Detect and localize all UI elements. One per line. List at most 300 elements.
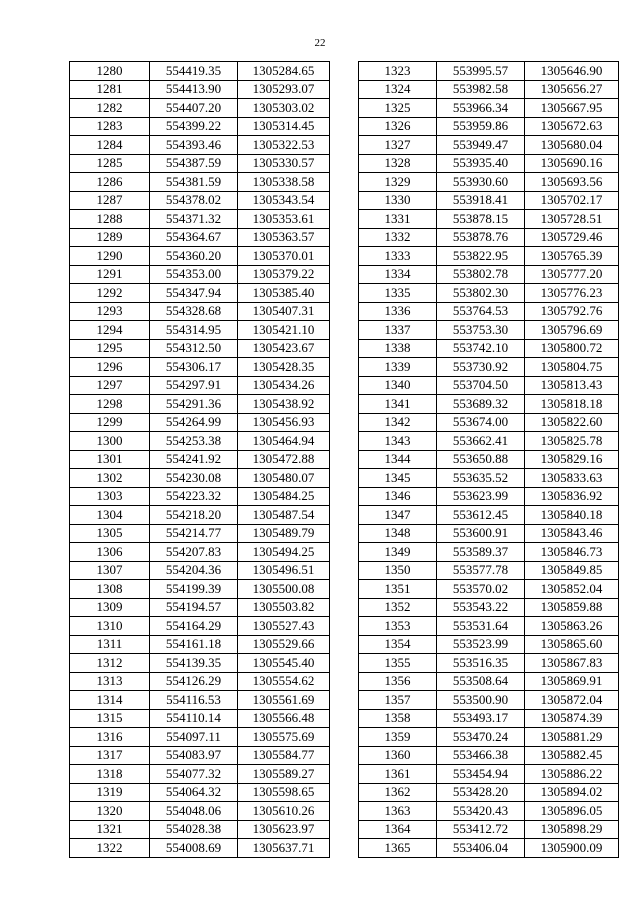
table-row <box>70 173 330 192</box>
x-coordinate-cell: 553635.52 <box>437 469 525 488</box>
table-row <box>70 376 330 395</box>
table-row <box>70 635 330 654</box>
table-row <box>70 339 330 358</box>
point-number-cell: 1308 <box>70 580 150 599</box>
table-row <box>70 672 330 691</box>
y-coordinate-cell: 1305872.04 <box>525 691 619 710</box>
x-coordinate-cell: 553674.00 <box>437 413 525 432</box>
y-coordinate-cell: 1305610.26 <box>238 802 330 821</box>
y-coordinate-cell: 1305489.79 <box>238 524 330 543</box>
table-row <box>70 728 330 747</box>
coordinates-table-left <box>69 61 330 858</box>
y-coordinate-cell: 1305480.07 <box>238 469 330 488</box>
point-number-cell: 1300 <box>70 432 150 451</box>
y-coordinate-cell: 1305900.09 <box>525 839 619 858</box>
point-number-cell: 1338 <box>359 339 437 358</box>
x-coordinate-cell: 554314.95 <box>150 321 238 340</box>
point-number-cell: 1335 <box>359 284 437 303</box>
table-row <box>359 339 619 358</box>
point-number-cell: 1321 <box>70 820 150 839</box>
x-coordinate-cell: 554161.18 <box>150 635 238 654</box>
table-row <box>359 487 619 506</box>
x-coordinate-cell: 554407.20 <box>150 99 238 118</box>
y-coordinate-cell: 1305829.16 <box>525 450 619 469</box>
table-row <box>359 543 619 562</box>
x-coordinate-cell: 554347.94 <box>150 284 238 303</box>
x-coordinate-cell: 553470.24 <box>437 728 525 747</box>
table-row <box>359 247 619 266</box>
point-number-cell: 1347 <box>359 506 437 525</box>
y-coordinate-cell: 1305672.63 <box>525 117 619 136</box>
x-coordinate-cell: 554399.22 <box>150 117 238 136</box>
table-row <box>359 672 619 691</box>
y-coordinate-cell: 1305818.18 <box>525 395 619 414</box>
y-coordinate-cell: 1305343.54 <box>238 191 330 210</box>
y-coordinate-cell: 1305776.23 <box>525 284 619 303</box>
table-row <box>359 265 619 284</box>
table-row <box>70 247 330 266</box>
y-coordinate-cell: 1305330.57 <box>238 154 330 173</box>
table-row <box>359 284 619 303</box>
y-coordinate-cell: 1305680.04 <box>525 136 619 155</box>
point-number-cell: 1364 <box>359 820 437 839</box>
point-number-cell: 1283 <box>70 117 150 136</box>
y-coordinate-cell: 1305667.95 <box>525 99 619 118</box>
y-coordinate-cell: 1305434.26 <box>238 376 330 395</box>
point-number-cell: 1318 <box>70 765 150 784</box>
point-number-cell: 1288 <box>70 210 150 229</box>
point-number-cell: 1301 <box>70 450 150 469</box>
table-row <box>70 765 330 784</box>
point-number-cell: 1329 <box>359 173 437 192</box>
y-coordinate-cell: 1305561.69 <box>238 691 330 710</box>
point-number-cell: 1348 <box>359 524 437 543</box>
y-coordinate-cell: 1305545.40 <box>238 654 330 673</box>
point-number-cell: 1323 <box>359 62 437 81</box>
x-coordinate-cell: 553704.50 <box>437 376 525 395</box>
y-coordinate-cell: 1305656.27 <box>525 80 619 99</box>
table-row <box>359 691 619 710</box>
y-coordinate-cell: 1305623.97 <box>238 820 330 839</box>
x-coordinate-cell: 554360.20 <box>150 247 238 266</box>
x-coordinate-cell: 553918.41 <box>437 191 525 210</box>
table-row <box>359 62 619 81</box>
y-coordinate-cell: 1305693.56 <box>525 173 619 192</box>
point-number-cell: 1314 <box>70 691 150 710</box>
y-coordinate-cell: 1305874.39 <box>525 709 619 728</box>
x-coordinate-cell: 553878.76 <box>437 228 525 247</box>
point-number-cell: 1340 <box>359 376 437 395</box>
table-row <box>359 80 619 99</box>
x-coordinate-cell: 554214.77 <box>150 524 238 543</box>
y-coordinate-cell: 1305869.91 <box>525 672 619 691</box>
table-row <box>359 210 619 229</box>
x-coordinate-cell: 554008.69 <box>150 839 238 858</box>
y-coordinate-cell: 1305500.08 <box>238 580 330 599</box>
x-coordinate-cell: 553508.64 <box>437 672 525 691</box>
y-coordinate-cell: 1305882.45 <box>525 746 619 765</box>
point-number-cell: 1280 <box>70 62 150 81</box>
table-row <box>70 839 330 858</box>
y-coordinate-cell: 1305284.65 <box>238 62 330 81</box>
x-coordinate-cell: 554291.36 <box>150 395 238 414</box>
table-row <box>359 635 619 654</box>
point-number-cell: 1298 <box>70 395 150 414</box>
y-coordinate-cell: 1305836.92 <box>525 487 619 506</box>
x-coordinate-cell: 553570.02 <box>437 580 525 599</box>
table-row <box>359 598 619 617</box>
point-number-cell: 1289 <box>70 228 150 247</box>
table-row <box>70 524 330 543</box>
table-row <box>359 839 619 858</box>
table-row <box>70 210 330 229</box>
point-number-cell: 1360 <box>359 746 437 765</box>
point-number-cell: 1339 <box>359 358 437 377</box>
x-coordinate-cell: 554253.38 <box>150 432 238 451</box>
y-coordinate-cell: 1305598.65 <box>238 783 330 802</box>
table-row <box>70 395 330 414</box>
x-coordinate-cell: 554241.92 <box>150 450 238 469</box>
table-row <box>70 691 330 710</box>
y-coordinate-cell: 1305322.53 <box>238 136 330 155</box>
table-row <box>359 376 619 395</box>
y-coordinate-cell: 1305646.90 <box>525 62 619 81</box>
x-coordinate-cell: 553466.38 <box>437 746 525 765</box>
table-row <box>70 450 330 469</box>
table-row <box>70 802 330 821</box>
point-number-cell: 1355 <box>359 654 437 673</box>
y-coordinate-cell: 1305833.63 <box>525 469 619 488</box>
y-coordinate-cell: 1305423.67 <box>238 339 330 358</box>
point-number-cell: 1313 <box>70 672 150 691</box>
table-row <box>70 302 330 321</box>
y-coordinate-cell: 1305370.01 <box>238 247 330 266</box>
x-coordinate-cell: 554381.59 <box>150 173 238 192</box>
y-coordinate-cell: 1305494.25 <box>238 543 330 562</box>
coordinates-table-left-body <box>70 62 330 858</box>
table-row <box>359 154 619 173</box>
y-coordinate-cell: 1305472.88 <box>238 450 330 469</box>
y-coordinate-cell: 1305867.83 <box>525 654 619 673</box>
x-coordinate-cell: 554097.11 <box>150 728 238 747</box>
table-row <box>359 524 619 543</box>
x-coordinate-cell: 554419.35 <box>150 62 238 81</box>
x-coordinate-cell: 553420.43 <box>437 802 525 821</box>
x-coordinate-cell: 554230.08 <box>150 469 238 488</box>
point-number-cell: 1341 <box>359 395 437 414</box>
point-number-cell: 1307 <box>70 561 150 580</box>
table-row <box>359 654 619 673</box>
x-coordinate-cell: 553623.99 <box>437 487 525 506</box>
table-row <box>70 62 330 81</box>
table-row <box>70 99 330 118</box>
point-number-cell: 1286 <box>70 173 150 192</box>
x-coordinate-cell: 553523.99 <box>437 635 525 654</box>
table-row <box>359 783 619 802</box>
y-coordinate-cell: 1305353.61 <box>238 210 330 229</box>
point-number-cell: 1284 <box>70 136 150 155</box>
x-coordinate-cell: 553406.04 <box>437 839 525 858</box>
x-coordinate-cell: 553589.37 <box>437 543 525 562</box>
table-row <box>359 173 619 192</box>
table-row <box>70 265 330 284</box>
point-number-cell: 1330 <box>359 191 437 210</box>
y-coordinate-cell: 1305407.31 <box>238 302 330 321</box>
x-coordinate-cell: 553577.78 <box>437 561 525 580</box>
x-coordinate-cell: 554328.68 <box>150 302 238 321</box>
point-number-cell: 1349 <box>359 543 437 562</box>
table-row <box>70 783 330 802</box>
table-row <box>70 617 330 636</box>
y-coordinate-cell: 1305728.51 <box>525 210 619 229</box>
y-coordinate-cell: 1305796.69 <box>525 321 619 340</box>
y-coordinate-cell: 1305379.22 <box>238 265 330 284</box>
x-coordinate-cell: 554306.17 <box>150 358 238 377</box>
point-number-cell: 1351 <box>359 580 437 599</box>
y-coordinate-cell: 1305554.62 <box>238 672 330 691</box>
table-row <box>70 117 330 136</box>
x-coordinate-cell: 553742.10 <box>437 339 525 358</box>
table-row <box>359 561 619 580</box>
y-coordinate-cell: 1305496.51 <box>238 561 330 580</box>
point-number-cell: 1325 <box>359 99 437 118</box>
point-number-cell: 1333 <box>359 247 437 266</box>
y-coordinate-cell: 1305865.60 <box>525 635 619 654</box>
y-coordinate-cell: 1305881.29 <box>525 728 619 747</box>
y-coordinate-cell: 1305852.04 <box>525 580 619 599</box>
table-row <box>70 154 330 173</box>
y-coordinate-cell: 1305575.69 <box>238 728 330 747</box>
y-coordinate-cell: 1305428.35 <box>238 358 330 377</box>
point-number-cell: 1294 <box>70 321 150 340</box>
point-number-cell: 1327 <box>359 136 437 155</box>
point-number-cell: 1361 <box>359 765 437 784</box>
x-coordinate-cell: 553822.95 <box>437 247 525 266</box>
x-coordinate-cell: 553802.78 <box>437 265 525 284</box>
point-number-cell: 1334 <box>359 265 437 284</box>
point-number-cell: 1328 <box>359 154 437 173</box>
table-row <box>359 432 619 451</box>
table-row <box>70 654 330 673</box>
x-coordinate-cell: 554194.57 <box>150 598 238 617</box>
x-coordinate-cell: 553730.92 <box>437 358 525 377</box>
table-row <box>359 358 619 377</box>
x-coordinate-cell: 554312.50 <box>150 339 238 358</box>
point-number-cell: 1337 <box>359 321 437 340</box>
table-row <box>359 450 619 469</box>
point-number-cell: 1306 <box>70 543 150 562</box>
y-coordinate-cell: 1305293.07 <box>238 80 330 99</box>
point-number-cell: 1292 <box>70 284 150 303</box>
y-coordinate-cell: 1305822.60 <box>525 413 619 432</box>
point-number-cell: 1290 <box>70 247 150 266</box>
point-number-cell: 1356 <box>359 672 437 691</box>
y-coordinate-cell: 1305438.92 <box>238 395 330 414</box>
point-number-cell: 1291 <box>70 265 150 284</box>
y-coordinate-cell: 1305765.39 <box>525 247 619 266</box>
point-number-cell: 1362 <box>359 783 437 802</box>
x-coordinate-cell: 553500.90 <box>437 691 525 710</box>
y-coordinate-cell: 1305584.77 <box>238 746 330 765</box>
table-row <box>359 228 619 247</box>
y-coordinate-cell: 1305825.78 <box>525 432 619 451</box>
y-coordinate-cell: 1305589.27 <box>238 765 330 784</box>
point-number-cell: 1299 <box>70 413 150 432</box>
x-coordinate-cell: 553493.17 <box>437 709 525 728</box>
x-coordinate-cell: 553543.22 <box>437 598 525 617</box>
x-coordinate-cell: 554218.20 <box>150 506 238 525</box>
point-number-cell: 1363 <box>359 802 437 821</box>
table-row <box>70 469 330 488</box>
y-coordinate-cell: 1305843.46 <box>525 524 619 543</box>
point-number-cell: 1345 <box>359 469 437 488</box>
x-coordinate-cell: 554064.32 <box>150 783 238 802</box>
table-row <box>359 469 619 488</box>
x-coordinate-cell: 554164.29 <box>150 617 238 636</box>
point-number-cell: 1326 <box>359 117 437 136</box>
x-coordinate-cell: 553454.94 <box>437 765 525 784</box>
point-number-cell: 1343 <box>359 432 437 451</box>
y-coordinate-cell: 1305702.17 <box>525 191 619 210</box>
y-coordinate-cell: 1305804.75 <box>525 358 619 377</box>
point-number-cell: 1287 <box>70 191 150 210</box>
table-row <box>359 99 619 118</box>
x-coordinate-cell: 554353.00 <box>150 265 238 284</box>
x-coordinate-cell: 554371.32 <box>150 210 238 229</box>
table-row <box>70 561 330 580</box>
x-coordinate-cell: 553995.57 <box>437 62 525 81</box>
table-row <box>70 506 330 525</box>
x-coordinate-cell: 554110.14 <box>150 709 238 728</box>
table-row <box>70 598 330 617</box>
x-coordinate-cell: 553764.53 <box>437 302 525 321</box>
x-coordinate-cell: 554199.39 <box>150 580 238 599</box>
table-row <box>359 191 619 210</box>
table-row <box>359 802 619 821</box>
y-coordinate-cell: 1305886.22 <box>525 765 619 784</box>
x-coordinate-cell: 554139.35 <box>150 654 238 673</box>
x-coordinate-cell: 554028.38 <box>150 820 238 839</box>
x-coordinate-cell: 553531.64 <box>437 617 525 636</box>
table-row <box>70 321 330 340</box>
x-coordinate-cell: 553959.86 <box>437 117 525 136</box>
x-coordinate-cell: 554393.46 <box>150 136 238 155</box>
point-number-cell: 1295 <box>70 339 150 358</box>
point-number-cell: 1316 <box>70 728 150 747</box>
y-coordinate-cell: 1305800.72 <box>525 339 619 358</box>
y-coordinate-cell: 1305898.29 <box>525 820 619 839</box>
table-row <box>70 820 330 839</box>
table-row <box>359 728 619 747</box>
x-coordinate-cell: 553930.60 <box>437 173 525 192</box>
y-coordinate-cell: 1305484.25 <box>238 487 330 506</box>
table-row <box>70 80 330 99</box>
table-row <box>70 413 330 432</box>
y-coordinate-cell: 1305503.82 <box>238 598 330 617</box>
x-coordinate-cell: 554207.83 <box>150 543 238 562</box>
y-coordinate-cell: 1305529.66 <box>238 635 330 654</box>
x-coordinate-cell: 554116.53 <box>150 691 238 710</box>
table-row <box>70 358 330 377</box>
point-number-cell: 1354 <box>359 635 437 654</box>
table-row <box>359 136 619 155</box>
x-coordinate-cell: 554077.32 <box>150 765 238 784</box>
x-coordinate-cell: 554048.06 <box>150 802 238 821</box>
x-coordinate-cell: 553802.30 <box>437 284 525 303</box>
y-coordinate-cell: 1305487.54 <box>238 506 330 525</box>
table-row <box>359 413 619 432</box>
coordinates-table-right <box>358 61 619 858</box>
point-number-cell: 1320 <box>70 802 150 821</box>
point-number-cell: 1365 <box>359 839 437 858</box>
y-coordinate-cell: 1305421.10 <box>238 321 330 340</box>
table-row <box>70 580 330 599</box>
table-row <box>70 746 330 765</box>
x-coordinate-cell: 554378.02 <box>150 191 238 210</box>
point-number-cell: 1297 <box>70 376 150 395</box>
table-row <box>359 617 619 636</box>
point-number-cell: 1357 <box>359 691 437 710</box>
point-number-cell: 1312 <box>70 654 150 673</box>
x-coordinate-cell: 553753.30 <box>437 321 525 340</box>
table-row <box>359 709 619 728</box>
y-coordinate-cell: 1305637.71 <box>238 839 330 858</box>
y-coordinate-cell: 1305859.88 <box>525 598 619 617</box>
table-row <box>359 820 619 839</box>
x-coordinate-cell: 554364.67 <box>150 228 238 247</box>
x-coordinate-cell: 553428.20 <box>437 783 525 802</box>
point-number-cell: 1331 <box>359 210 437 229</box>
point-number-cell: 1282 <box>70 99 150 118</box>
x-coordinate-cell: 553966.34 <box>437 99 525 118</box>
point-number-cell: 1319 <box>70 783 150 802</box>
table-row <box>359 580 619 599</box>
point-number-cell: 1350 <box>359 561 437 580</box>
point-number-cell: 1304 <box>70 506 150 525</box>
x-coordinate-cell: 554126.29 <box>150 672 238 691</box>
table-row <box>70 432 330 451</box>
table-row <box>359 395 619 414</box>
y-coordinate-cell: 1305456.93 <box>238 413 330 432</box>
y-coordinate-cell: 1305792.76 <box>525 302 619 321</box>
y-coordinate-cell: 1305729.46 <box>525 228 619 247</box>
x-coordinate-cell: 554387.59 <box>150 154 238 173</box>
y-coordinate-cell: 1305813.43 <box>525 376 619 395</box>
point-number-cell: 1305 <box>70 524 150 543</box>
y-coordinate-cell: 1305566.48 <box>238 709 330 728</box>
y-coordinate-cell: 1305840.18 <box>525 506 619 525</box>
point-number-cell: 1293 <box>70 302 150 321</box>
table-row <box>70 284 330 303</box>
x-coordinate-cell: 553949.47 <box>437 136 525 155</box>
point-number-cell: 1346 <box>359 487 437 506</box>
y-coordinate-cell: 1305363.57 <box>238 228 330 247</box>
x-coordinate-cell: 554223.32 <box>150 487 238 506</box>
table-row <box>70 709 330 728</box>
table-row <box>359 302 619 321</box>
x-coordinate-cell: 553982.58 <box>437 80 525 99</box>
table-row <box>70 228 330 247</box>
point-number-cell: 1302 <box>70 469 150 488</box>
point-number-cell: 1309 <box>70 598 150 617</box>
y-coordinate-cell: 1305863.26 <box>525 617 619 636</box>
point-number-cell: 1342 <box>359 413 437 432</box>
point-number-cell: 1317 <box>70 746 150 765</box>
table-row <box>359 746 619 765</box>
point-number-cell: 1303 <box>70 487 150 506</box>
coordinates-table-right-body <box>359 62 619 858</box>
x-coordinate-cell: 554297.91 <box>150 376 238 395</box>
